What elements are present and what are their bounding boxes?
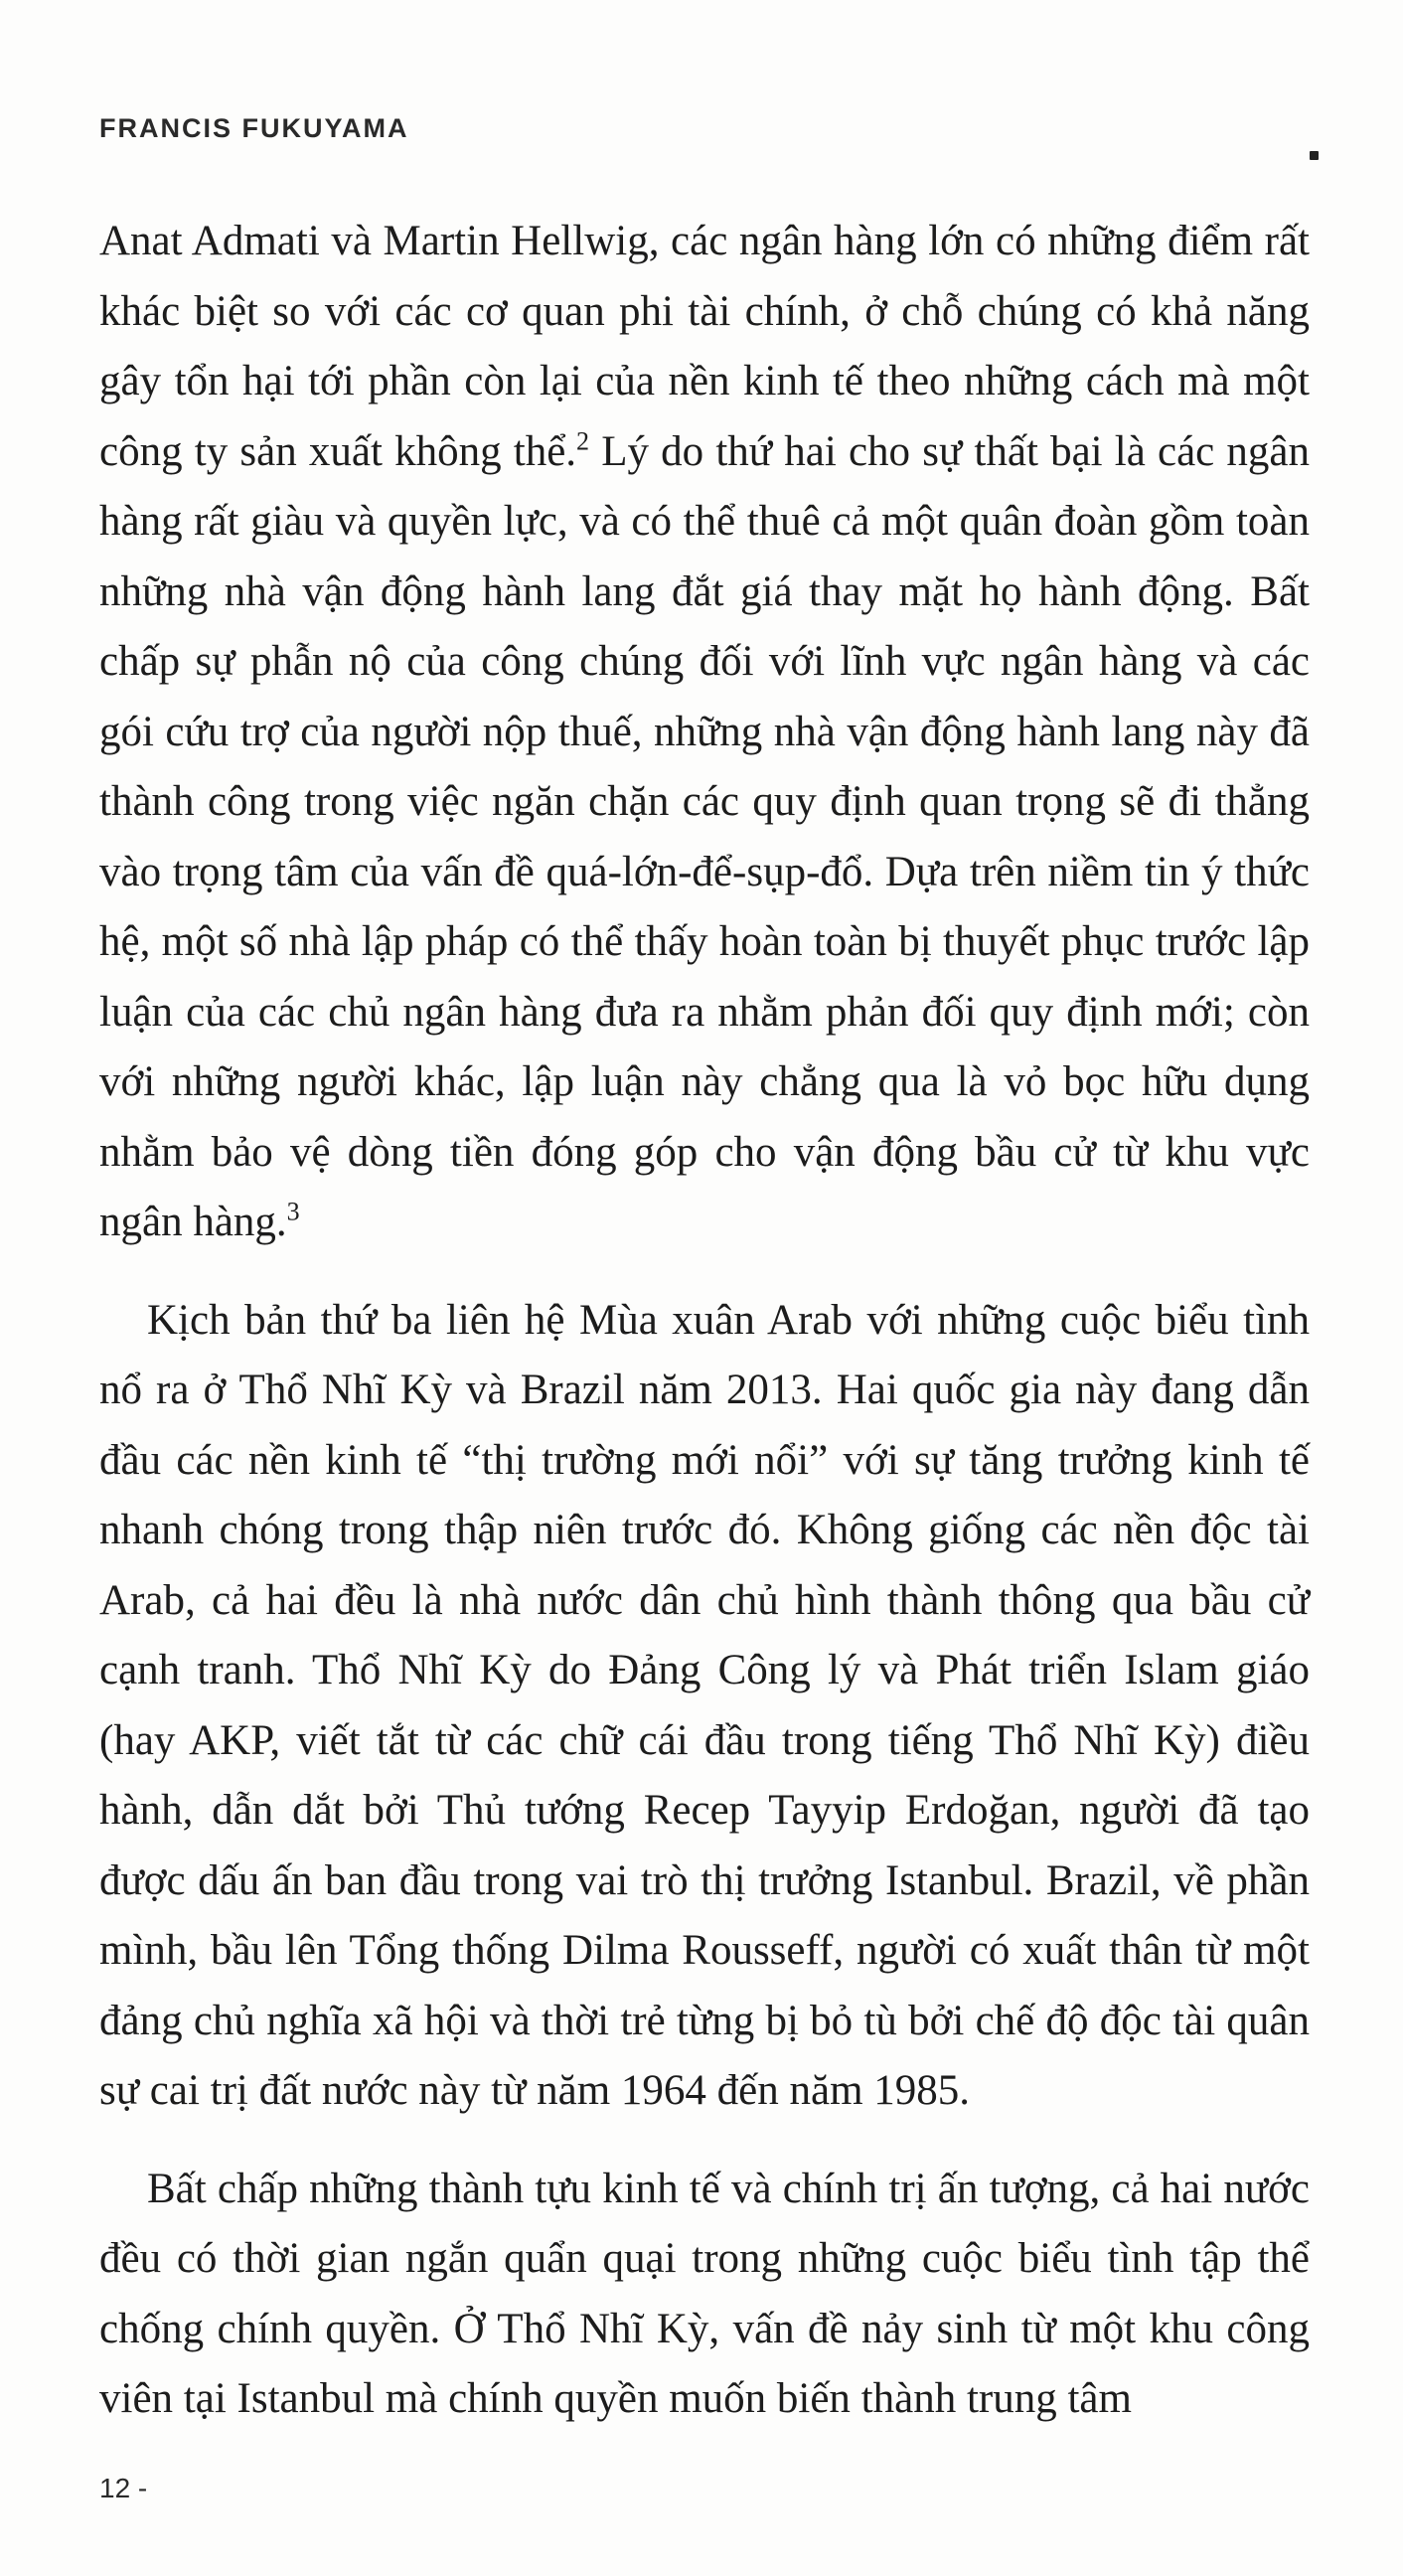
paragraph-1-text: Anat Admati và Martin Hellwig, các ngân hàng lớn có những điểm rất khác biệt so với các cơ quan phi tài chính, ở chỗ chúng có khả năng gây tổn hại tới phần còn lại của nền kinh tế theo những cách mà một công ty sản xuất không thể. (99, 218, 1310, 475)
body-text (99, 207, 1310, 2435)
corner-dot-mark (1310, 151, 1319, 160)
paragraph-2: Kịch bản thứ ba liên hệ Mùa xuân Arab với những cuộc biểu tình nổ ra ở Thổ Nhĩ Kỳ và Brazil năm 2013. Hai quốc gia này đang dẫn đầu các nền kinh tế “thị trường mới nổi” với sự tăng trưởng kinh tế nhanh chóng trong thập niên trước đó. Không giống các nền độc tài Arab, cả hai đều là nhà nước dân chủ hình thành thông qua bầu cử cạnh tranh. Thổ Nhĩ Kỳ do Đảng Công lý và Phát triển Islam giáo (hay AKP, viết tắt từ các chữ cái đầu trong tiếng Thổ Nhĩ Kỳ) điều hành, dẫn dắt bởi Thủ tướng Recep Tayyip Erdoğan, người đã tạo được dấu ấn ban đầu trong vai trò thị trưởng Istanbul. Brazil, về phần mình, bầu lên Tổng thống Dilma Rousseff, người có xuất thân từ một đảng chủ nghĩa xã hội và thời trẻ từng bị bỏ tù bởi chế độ độc tài quân sự cai trị đất nước này từ năm 1964 đến năm 1985. (99, 1296, 1310, 2114)
page-number: 12 - (99, 2473, 148, 2503)
paragraph-1 (99, 207, 1310, 1258)
paragraph-3: Bất chấp những thành tựu kinh tế và chính trị ấn tượng, cả hai nước đều có thời gian ngắn quẩn quại trong những cuộc biểu tình tập thể chống chính quyền. Ở Thổ Nhĩ Kỳ, vấn đề nảy sinh từ một khu công viên tại Istanbul mà chính quyền muốn biến thành trung tâm (99, 2165, 1310, 2422)
running-head-author: FRANCIS FUKUYAMA (99, 113, 409, 143)
footnote-ref-2: 2 (576, 426, 590, 456)
footnote-ref-3: 3 (286, 1197, 300, 1226)
paragraph-1-text-cont: Lý do thứ hai cho sự thất bại là các ngân hàng rất giàu và quyền lực, và có thể thuê cả một quân đoàn gồm toàn những nhà vận động hành lang đắt giá thay mặt họ hành động. Bất chấp sự phẫn nộ của công chúng đối với lĩnh vực ngân hàng và các gói cứu trợ của người nộp thuế, những nhà vận động hành lang này đã thành công trong việc ngăn chặn các quy định quan trọng sẽ đi thẳng vào trọng tâm của vấn đề quá-lớn-để-sụp-đổ. Dựa trên niềm tin ý thức hệ, một số nhà lập pháp có thể thấy hoàn toàn bị thuyết phục trước lập luận của các chủ ngân hàng đưa ra nhằm phản đối quy định mới; còn với những người khác, lập luận này chẳng qua là vỏ bọc hữu dụng nhằm bảo vệ dòng tiền đóng góp cho vận động bầu cử từ khu vực ngân hàng. (99, 427, 1310, 1245)
